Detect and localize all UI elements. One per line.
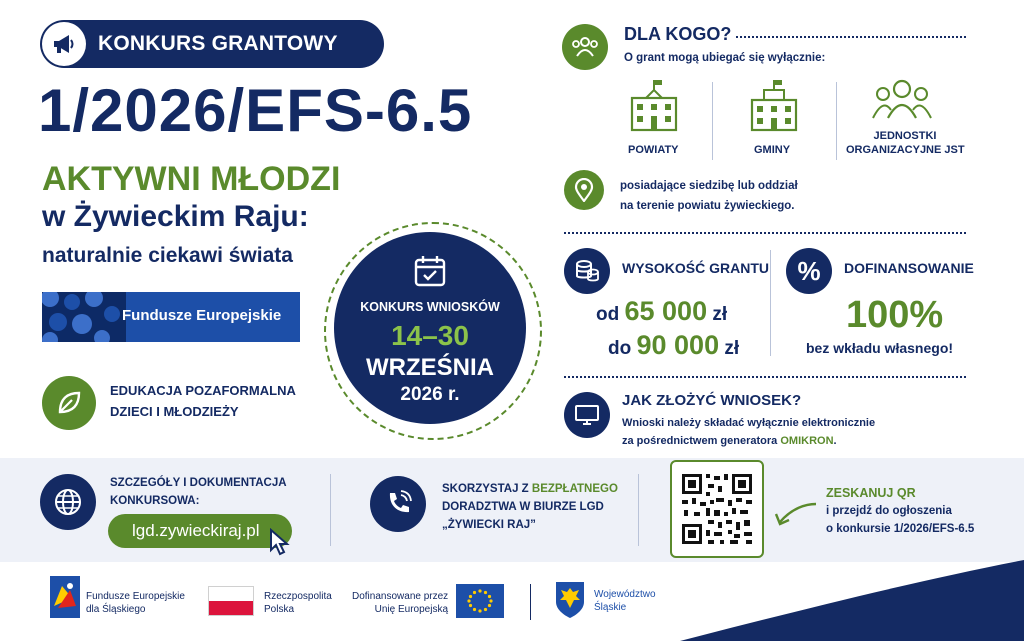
generator-name: OMIKRON <box>780 435 834 447</box>
who-item-powiaty: POWIATY <box>628 144 679 156</box>
rp-label <box>264 590 332 616</box>
divider <box>770 250 771 356</box>
divider <box>836 82 837 160</box>
ws-line-1: Województwo <box>594 589 656 600</box>
grant-title: WYSOKOŚĆ GRANTU <box>622 260 769 276</box>
apply-title: JAK ZŁOŻYĆ WNIOSEK? <box>622 392 802 409</box>
divider <box>638 474 639 546</box>
grant-from-amount: 65 000 <box>624 296 708 326</box>
percent-icon: % <box>786 248 832 294</box>
funds-logo-pattern <box>42 292 126 342</box>
details-label <box>110 474 287 510</box>
divider <box>712 82 713 160</box>
eagle-crest-icon <box>554 580 586 625</box>
deadline-days: 14–30 <box>391 319 469 351</box>
leaf-icon <box>42 376 96 430</box>
fe-slaskie-label <box>86 590 185 616</box>
phone-icon <box>370 476 426 532</box>
website-link[interactable] <box>108 514 292 548</box>
funds-logo <box>42 292 300 342</box>
globe-icon <box>40 474 96 530</box>
grant-from <box>596 296 727 327</box>
cursor-icon <box>268 528 292 561</box>
title-line-2: w Żywieckim Raju: <box>42 200 309 233</box>
education-line-2: DZIECI I MŁODZIEŻY <box>110 404 239 419</box>
website-link-text[interactable]: lgd.zywieckiraj.pl <box>132 521 260 540</box>
header-badge <box>40 20 384 68</box>
people-group-icon <box>562 24 608 70</box>
deadline-label: KONKURS WNIOSKÓW <box>360 299 500 314</box>
who-title: DLA KOGO? <box>624 24 732 44</box>
grant-from-prefix: od <box>596 304 620 325</box>
rp-line-1: Rzeczpospolita <box>264 591 332 602</box>
ws-line-2: Śląskie <box>594 602 627 613</box>
advice-line-3: „ŻYWIECKI RAJ” <box>442 519 536 531</box>
advice-highlight: BEZPŁATNEGO <box>531 483 618 495</box>
contest-code: 1/2026/EFS-6.5 <box>38 77 473 144</box>
grant-to-prefix: do <box>608 338 632 359</box>
deadline-circle <box>334 232 526 424</box>
fe-slaskie-logo-icon <box>50 576 80 623</box>
calendar-icon <box>412 253 448 294</box>
location-pin-icon <box>564 170 604 210</box>
cofinancing-note: bez wkładu własnego! <box>806 340 954 356</box>
eu-line-2: Unię Europejską <box>374 604 448 615</box>
footer-wave <box>680 560 1024 641</box>
fe-slaskie-line-2: dla Śląskiego <box>86 604 146 615</box>
ws-label <box>594 588 656 614</box>
qr-text <box>826 484 974 538</box>
cofinancing-value: 100% <box>846 294 944 336</box>
who-subtitle: O grant mogą ubiegać się wyłącznie: <box>624 52 826 64</box>
megaphone-icon <box>42 22 86 66</box>
advice-line-1: SKORZYSTAJ Z BEZPŁATNEGO <box>442 483 618 495</box>
grant-to <box>608 330 739 361</box>
education-label <box>110 380 296 422</box>
eu-line-1: Dofinansowane przez <box>352 591 449 602</box>
who-location-line-1: posiadające siedzibę lub oddział <box>620 180 798 192</box>
eu-flag-icon <box>456 584 504 618</box>
polish-flag-icon <box>208 586 254 616</box>
coins-icon <box>564 248 610 294</box>
rp-line-2: Polska <box>264 604 295 615</box>
eu-label <box>352 590 448 616</box>
fe-slaskie-line-1: Fundusze Europejskie <box>86 591 185 602</box>
divider <box>330 474 331 546</box>
divider <box>530 584 531 620</box>
advice-line-2: DORADZTWA W BIURZE LGD <box>442 501 604 513</box>
who-item-jst-line-1: JEDNOSTKI <box>873 130 937 142</box>
arrow-left-icon <box>772 500 818 535</box>
qr-title: ZESKANUJ QR <box>826 486 916 500</box>
divider <box>564 232 966 234</box>
details-line-1: SZCZEGÓŁY I DOKUMENTACJA <box>110 477 287 489</box>
who-item-gminy: GMINY <box>754 144 791 156</box>
apply-text <box>622 414 875 450</box>
deadline-year: 2026 r. <box>400 383 460 405</box>
who-location-line-2: na terenie powiatu żywieckiego. <box>620 200 795 212</box>
apply-line-2: za pośrednictwem generatora OMIKRON. <box>622 435 837 447</box>
advice-text <box>442 480 618 534</box>
grant-from-currency: zł <box>712 304 728 325</box>
grant-to-currency: zł <box>724 338 740 359</box>
title-line-3: naturalnie ciekawi świata <box>42 244 293 267</box>
computer-icon <box>564 392 610 438</box>
title-line-1: AKTYWNI MŁODZI <box>42 160 341 198</box>
divider <box>736 36 966 38</box>
qr-line-2: o konkursie 1/2026/EFS-6.5 <box>826 523 975 535</box>
qr-line-1: i przejdź do ogłoszenia <box>826 505 952 517</box>
who-item-jst <box>846 130 964 156</box>
county-building-icon <box>628 78 680 139</box>
deadline-month: WRZEŚNIA <box>366 353 494 381</box>
people-outline-icon <box>872 78 932 127</box>
who-item-jst-line-2: ORGANIZACYJNE JST <box>846 144 965 156</box>
funds-logo-label: Fundusze Europejskie <box>122 307 282 324</box>
apply-line-1: Wnioski należy składać wyłącznie elektronicznie <box>622 417 876 429</box>
qr-code[interactable] <box>670 460 764 558</box>
education-line-1: EDUKACJA POZAFORMALNA <box>110 383 296 398</box>
cofinancing-title: DOFINANSOWANIE <box>844 260 974 276</box>
badge-label: KONKURS GRANTOWY <box>98 32 338 55</box>
details-line-2: KONKURSOWA: <box>110 495 200 507</box>
who-location <box>620 176 798 216</box>
grant-to-amount: 90 000 <box>636 330 720 360</box>
divider <box>564 376 966 378</box>
municipality-building-icon <box>748 78 800 139</box>
